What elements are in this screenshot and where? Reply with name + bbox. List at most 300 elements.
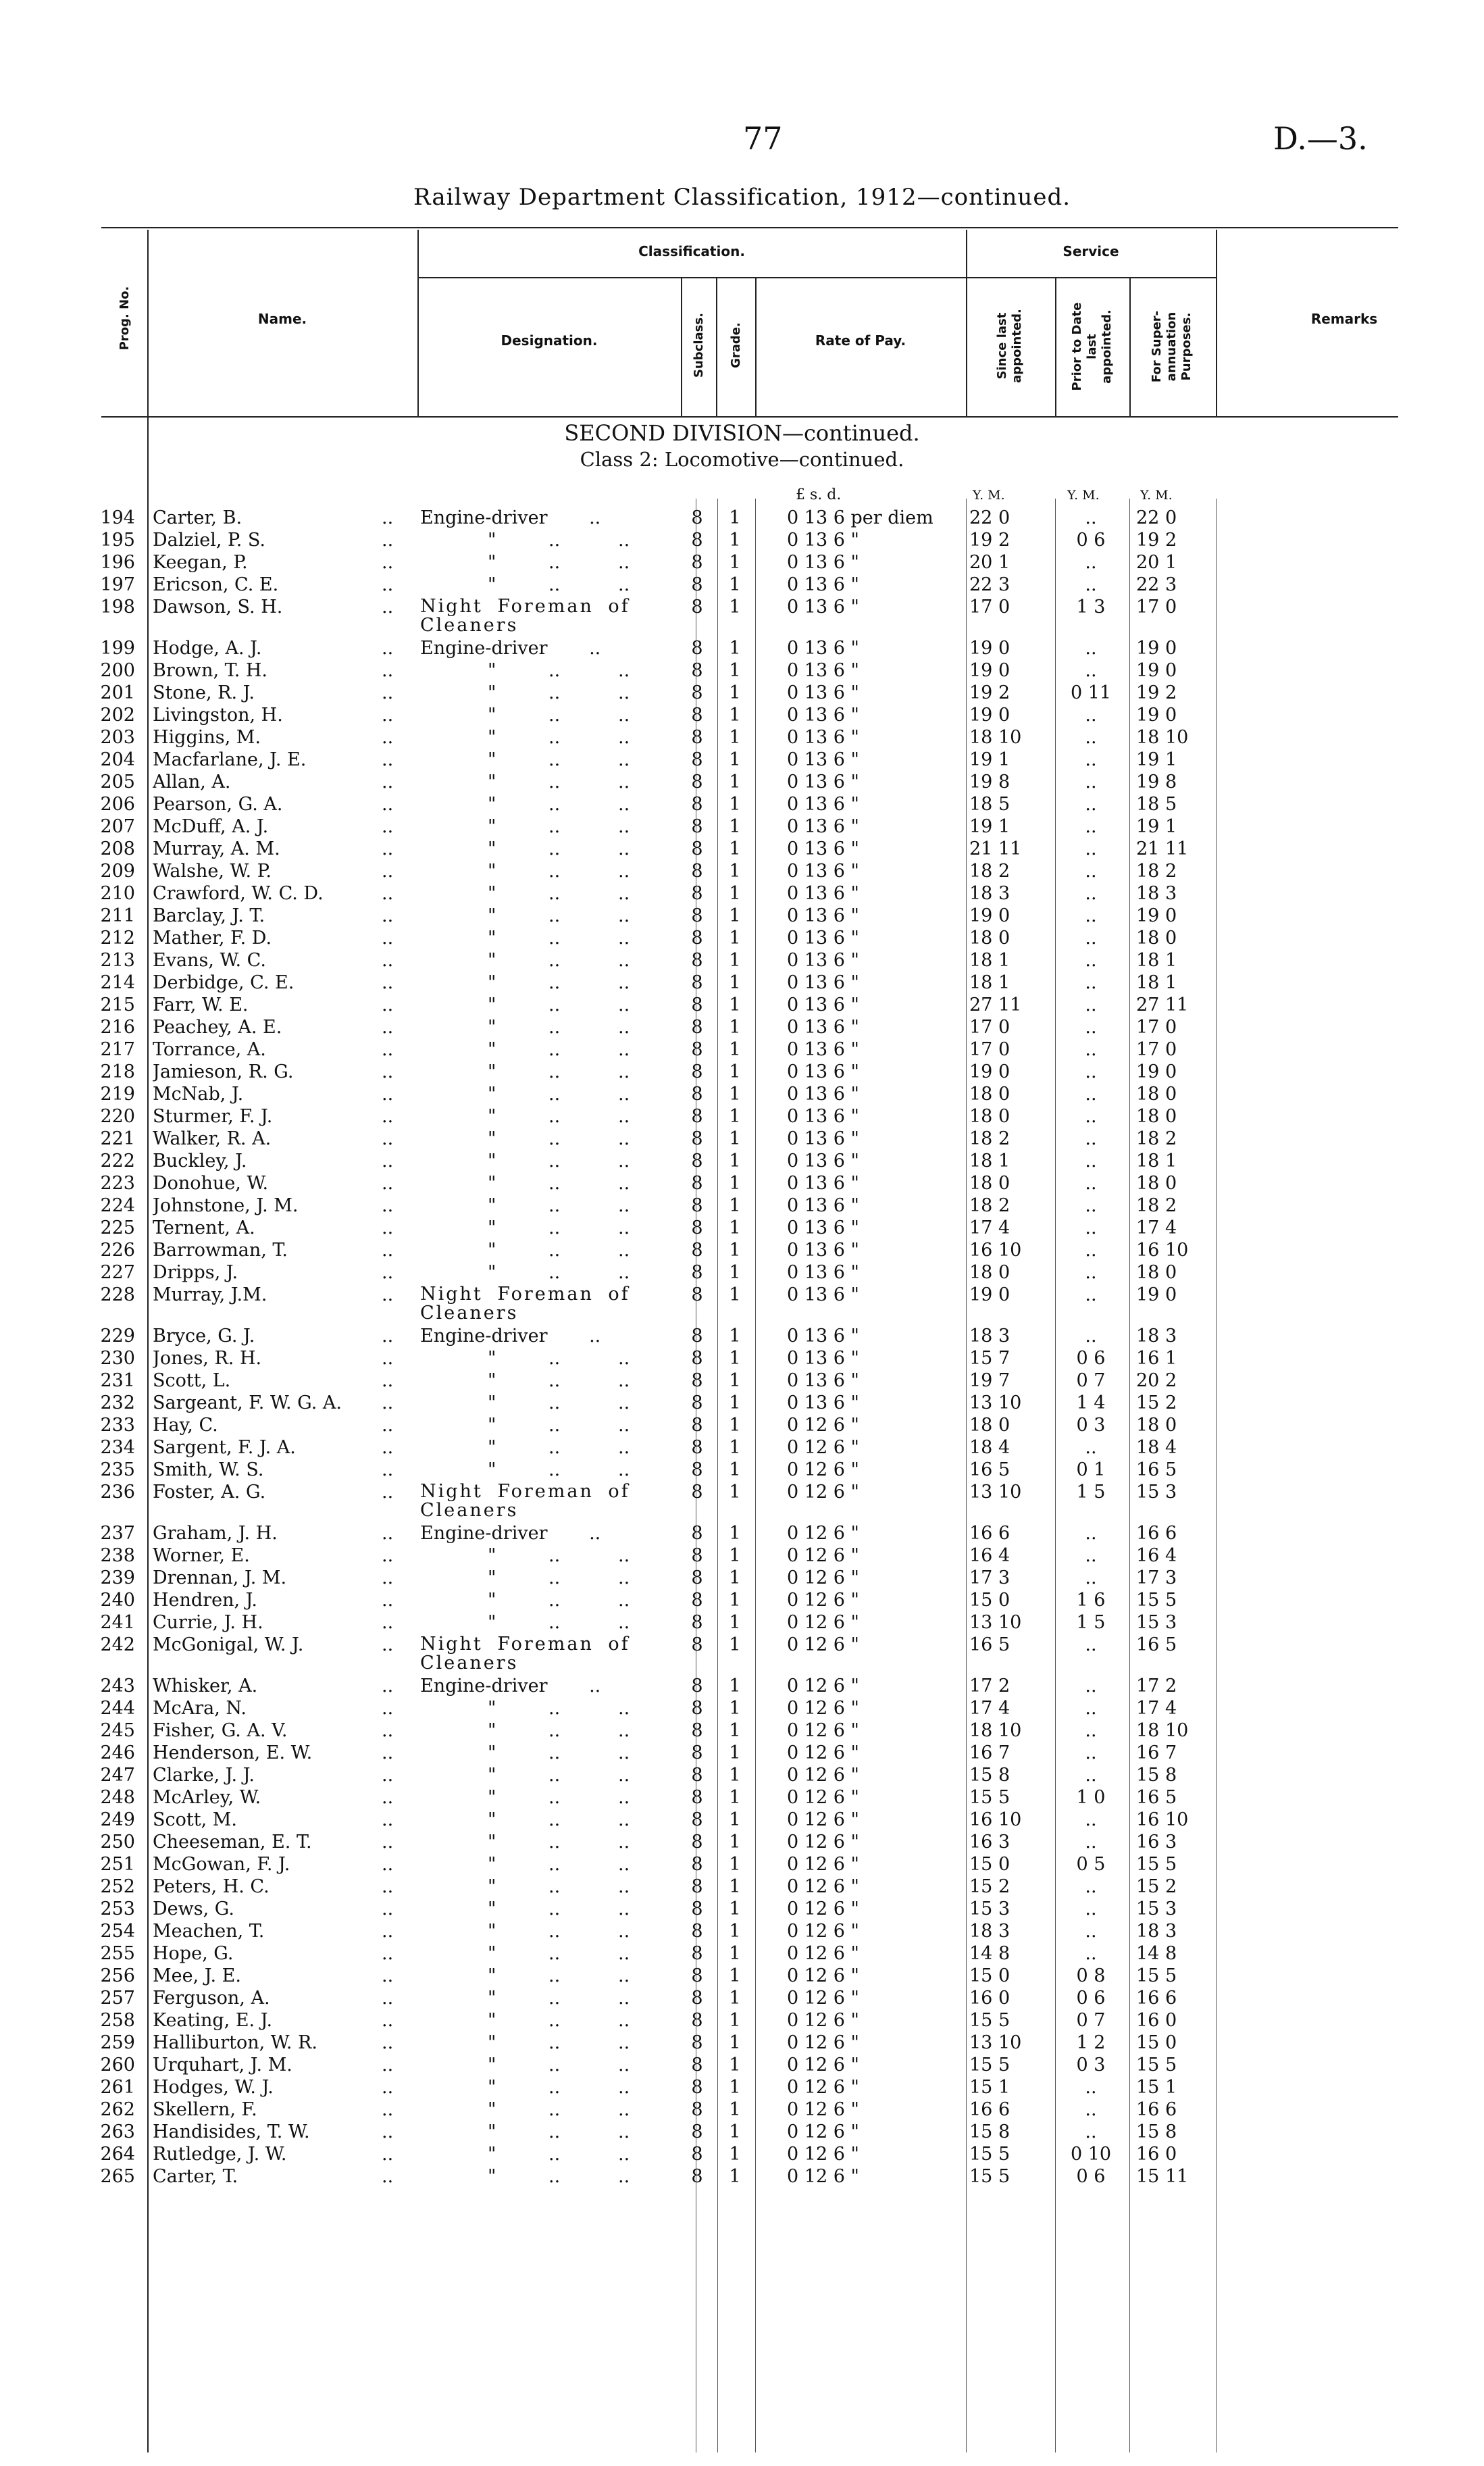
table-row — [0, 2100, 1484, 2122]
leader-dots: .. — [382, 1415, 394, 1436]
leader-dots: .. .. — [548, 1195, 630, 1216]
table-row — [0, 2167, 1484, 2189]
designation-cell — [420, 638, 670, 659]
subclass-cell: 8 — [691, 574, 703, 595]
prog-no-cell: 225 — [100, 1217, 135, 1238]
grade-cell: 1 — [729, 2121, 741, 2142]
leader-dots: .. .. — [548, 705, 630, 726]
prior-cell: 1 6 — [1076, 1590, 1106, 1611]
superannuation-cell: 18 0 — [1136, 1106, 1177, 1127]
leader-dots: .. .. — [548, 1720, 630, 1741]
prog-no-cell: 255 — [100, 1943, 135, 1964]
grade-cell: 1 — [729, 1720, 741, 1741]
prior-cell: .. — [1085, 905, 1097, 926]
name-cell: Drennan, J. M. — [153, 1568, 287, 1588]
subclass-cell: 8 — [691, 1240, 703, 1261]
leader-dots: .. — [382, 682, 394, 703]
rate-of-pay-cell: 0 13 6 " — [787, 727, 859, 748]
name-cell: Rutledge, J. W. — [153, 2144, 287, 2165]
subclass-cell: 8 — [691, 1765, 703, 1786]
leader-dots: .. .. — [548, 1262, 630, 1283]
designation-text: " — [488, 1943, 496, 1964]
table-row — [0, 884, 1484, 906]
superannuation-cell: 16 10 — [1136, 1240, 1189, 1261]
prog-no-cell: 248 — [100, 1787, 135, 1808]
name-cell: McNab, J. — [153, 1084, 244, 1105]
designation-text: " — [488, 1392, 496, 1413]
prior-cell: .. — [1085, 1634, 1097, 1655]
superannuation-cell: 15 8 — [1136, 1765, 1177, 1786]
leader-dots: .. .. — [548, 749, 630, 770]
leader-dots: .. .. — [548, 2121, 630, 2142]
leader-dots: .. — [382, 1720, 394, 1741]
subclass-cell: 8 — [691, 1128, 703, 1149]
grade-cell: 1 — [729, 1854, 741, 1875]
designation-cell — [420, 508, 670, 528]
name-cell: Ericson, C. E. — [153, 575, 279, 595]
leader-dots: .. — [548, 1326, 601, 1347]
prog-no-cell: 253 — [100, 1898, 135, 1919]
prior-cell: .. — [1085, 660, 1097, 681]
leader-dots: .. — [382, 1348, 394, 1369]
leader-dots: .. .. — [548, 1545, 630, 1566]
superannuation-cell: 15 8 — [1136, 2121, 1177, 2142]
prog-no-cell: 217 — [100, 1039, 135, 1060]
prog-no-cell: 205 — [100, 772, 135, 792]
superannuation-cell: 16 4 — [1136, 1545, 1177, 1566]
leader-dots: .. — [382, 1988, 394, 2009]
table-row — [0, 1988, 1484, 2011]
since-last-cell: 19 0 — [969, 660, 1010, 681]
rate-of-pay-cell: 0 13 6 " — [787, 794, 859, 815]
grade-cell: 1 — [729, 1676, 741, 1696]
grade-cell: 1 — [729, 1370, 741, 1391]
leader-dots: .. — [382, 972, 394, 993]
prior-cell: .. — [1085, 638, 1097, 659]
leader-dots: .. — [382, 1392, 394, 1413]
table-row — [0, 1129, 1484, 1151]
name-cell: Livingston, H. — [153, 705, 283, 726]
table-row — [0, 1944, 1484, 1966]
leader-dots: .. .. — [548, 1590, 630, 1611]
table-row — [0, 575, 1484, 597]
leader-dots: .. .. — [548, 2099, 630, 2120]
prog-no-cell: 218 — [100, 1061, 135, 1082]
rate-of-pay-cell: 0 12 6 " — [787, 1482, 859, 1503]
leader-dots: .. .. — [548, 1742, 630, 1763]
rate-of-pay-cell: 0 13 6 " — [787, 1240, 859, 1261]
leader-dots: .. — [548, 507, 601, 528]
prog-no-cell: 261 — [100, 2077, 135, 2098]
subclass-cell: 8 — [691, 1634, 703, 1655]
leader-dots: .. — [382, 1612, 394, 1633]
designation-text: " — [488, 2055, 496, 2075]
designation-text: Engine-driver — [420, 1326, 548, 1347]
table-row — [0, 2078, 1484, 2100]
superannuation-cell: 19 0 — [1136, 660, 1177, 681]
subclass-cell: 8 — [691, 1854, 703, 1875]
table-row — [0, 1240, 1484, 1263]
leader-dots: .. .. — [548, 1084, 630, 1105]
since-last-cell: 15 8 — [969, 2121, 1010, 2142]
designation-text: " — [488, 1965, 496, 1986]
table-row — [0, 2055, 1484, 2078]
since-last-cell: 15 7 — [969, 1348, 1010, 1369]
prior-cell: 0 1 — [1076, 1459, 1106, 1480]
table-row — [0, 1040, 1484, 1062]
leader-dots: .. .. — [548, 794, 630, 815]
subclass-cell: 8 — [691, 1965, 703, 1986]
designation-text: Night Foreman of Cleaners — [420, 1634, 630, 1674]
grade-cell: 1 — [729, 1284, 741, 1305]
designation-cell — [420, 1482, 670, 1521]
name-cell: Halliburton, W. R. — [153, 2033, 317, 2053]
name-cell: Graham, J. H. — [153, 1524, 278, 1544]
rate-of-pay-cell: 0 13 6 " — [787, 1392, 859, 1413]
leader-dots: .. — [382, 1106, 394, 1127]
subclass-cell: 8 — [691, 1742, 703, 1763]
subclass-cell: 8 — [691, 2055, 703, 2075]
subclass-cell: 8 — [691, 2077, 703, 2098]
designation-text: " — [488, 705, 496, 726]
table-row — [0, 1590, 1484, 1613]
since-last-cell: 16 4 — [969, 1545, 1010, 1566]
prior-cell: .. — [1085, 574, 1097, 595]
rate-of-pay-cell: 0 13 6 " — [787, 995, 859, 1015]
table-row — [0, 1196, 1484, 1218]
name-cell: Allan, A. — [153, 772, 231, 792]
designation-text: " — [488, 1742, 496, 1763]
grade-cell: 1 — [729, 552, 741, 573]
since-last-cell: 16 10 — [969, 1809, 1022, 1830]
superannuation-cell: 18 0 — [1136, 1084, 1177, 1105]
designation-text: Engine-driver — [420, 638, 548, 659]
prior-cell: .. — [1085, 552, 1097, 573]
subclass-cell: 8 — [691, 1482, 703, 1503]
table-row — [0, 2033, 1484, 2055]
leader-dots: .. — [382, 1523, 394, 1544]
prog-no-cell: 214 — [100, 972, 135, 993]
table-row — [0, 1613, 1484, 1635]
leader-dots: .. — [382, 1787, 394, 1808]
subclass-cell: 8 — [691, 2166, 703, 2187]
prior-cell: .. — [1085, 1437, 1097, 1458]
leader-dots: .. — [382, 1590, 394, 1611]
subclass-cell: 8 — [691, 2010, 703, 2031]
table-row — [0, 750, 1484, 772]
name-cell: Fisher, G. A. V. — [153, 1721, 288, 1741]
designation-cell — [420, 597, 670, 636]
superannuation-cell: 18 0 — [1136, 1262, 1177, 1283]
prior-cell: 0 5 — [1076, 1854, 1106, 1875]
name-cell: Meachen, T. — [153, 1921, 265, 1942]
designation-text: " — [488, 905, 496, 926]
since-last-cell: 15 5 — [969, 2010, 1010, 2031]
rate-of-pay-cell: 0 13 6 " — [787, 950, 859, 971]
since-last-cell: 18 1 — [969, 950, 1010, 971]
subclass-cell: 8 — [691, 1459, 703, 1480]
grade-cell: 1 — [729, 1612, 741, 1633]
superannuation-cell: 15 5 — [1136, 1590, 1177, 1611]
table-row — [0, 553, 1484, 575]
superannuation-cell: 16 1 — [1136, 1348, 1177, 1369]
leader-dots: .. — [382, 1965, 394, 1986]
leader-dots: .. — [382, 530, 394, 551]
since-last-cell: 20 1 — [969, 552, 1010, 573]
leader-dots: .. — [382, 950, 394, 971]
rate-of-pay-cell: 0 13 6 " — [787, 1084, 859, 1105]
prog-no-cell: 204 — [100, 749, 135, 770]
superannuation-cell: 16 6 — [1136, 2099, 1177, 2120]
leader-dots: .. .. — [548, 1415, 630, 1436]
leader-dots: .. — [382, 1061, 394, 1082]
superannuation-cell: 19 0 — [1136, 705, 1177, 726]
since-last-cell: 15 8 — [969, 1765, 1010, 1786]
leader-dots: .. — [382, 597, 394, 618]
table-row — [0, 1460, 1484, 1482]
prior-cell: 0 6 — [1076, 530, 1106, 551]
table-row — [0, 973, 1484, 995]
since-last-cell: 15 0 — [969, 1854, 1010, 1875]
leader-dots: .. — [382, 794, 394, 815]
superannuation-cell: 18 2 — [1136, 1195, 1177, 1216]
grade-cell: 1 — [729, 638, 741, 659]
table-row — [0, 861, 1484, 884]
table-row — [0, 1698, 1484, 1721]
designation-text: " — [488, 1876, 496, 1897]
prog-no-cell: 223 — [100, 1173, 135, 1194]
superannuation-cell: 18 10 — [1136, 1720, 1189, 1741]
since-last-cell: 15 5 — [969, 2144, 1010, 2165]
leader-dots: .. .. — [548, 1240, 630, 1261]
designation-text: " — [488, 816, 496, 837]
grade-cell: 1 — [729, 530, 741, 551]
designation-text: " — [488, 552, 496, 573]
designation-text: " — [488, 1698, 496, 1719]
subclass-cell: 8 — [691, 552, 703, 573]
superannuation-cell: 19 8 — [1136, 772, 1177, 792]
since-last-cell: 19 1 — [969, 749, 1010, 770]
prior-cell: 0 6 — [1076, 1988, 1106, 2009]
grade-cell: 1 — [729, 928, 741, 949]
table-row — [0, 906, 1484, 928]
grade-cell: 1 — [729, 705, 741, 726]
subclass-cell: 8 — [691, 905, 703, 926]
prior-cell: 0 3 — [1076, 1415, 1106, 1436]
prog-no-cell: 226 — [100, 1240, 135, 1261]
prog-no-cell: 222 — [100, 1151, 135, 1172]
leader-dots: .. .. — [548, 1787, 630, 1808]
table-row — [0, 1743, 1484, 1765]
superannuation-cell: 17 0 — [1136, 1017, 1177, 1038]
designation-text: " — [488, 1195, 496, 1216]
prior-cell: .. — [1085, 749, 1097, 770]
subclass-cell: 8 — [691, 1832, 703, 1853]
table-row — [0, 1524, 1484, 1546]
prog-no-cell: 219 — [100, 1084, 135, 1105]
name-cell: Carter, B. — [153, 508, 242, 528]
rate-of-pay-cell: 0 13 6 " — [787, 1348, 859, 1369]
prior-cell: 0 8 — [1076, 1965, 1106, 1986]
rate-of-pay-cell: 0 13 6 " — [787, 705, 859, 726]
leader-dots: .. .. — [548, 1612, 630, 1633]
superannuation-cell: 19 0 — [1136, 1284, 1177, 1305]
leader-dots: .. — [382, 1876, 394, 1897]
prog-no-cell: 235 — [100, 1459, 135, 1480]
leader-dots: .. .. — [548, 772, 630, 792]
leader-dots: .. — [382, 1742, 394, 1763]
rate-of-pay-cell: 0 12 6 " — [787, 1720, 859, 1741]
designation-text: Night Foreman of Cleaners — [420, 596, 630, 636]
grade-cell: 1 — [729, 1765, 741, 1786]
rate-of-pay-cell: 0 12 6 " — [787, 2055, 859, 2075]
designation-text: " — [488, 1128, 496, 1149]
page-title: Railway Department Classification, 1912—continued. — [413, 184, 1071, 211]
since-last-cell: 19 0 — [969, 1061, 1010, 1082]
subclass-cell: 8 — [691, 1017, 703, 1038]
superannuation-cell: 15 1 — [1136, 2077, 1177, 2098]
prog-no-cell: 263 — [100, 2121, 135, 2142]
subclass-cell: 8 — [691, 2032, 703, 2053]
table-row — [0, 995, 1484, 1017]
leader-dots: .. .. — [548, 1832, 630, 1853]
grade-cell: 1 — [729, 1832, 741, 1853]
name-cell: Whisker, A. — [153, 1676, 258, 1696]
table-row — [0, 1263, 1484, 1285]
table-row — [0, 1921, 1484, 1944]
prior-cell: .. — [1085, 1173, 1097, 1194]
subclass-cell: 8 — [691, 1787, 703, 1808]
grade-cell: 1 — [729, 1326, 741, 1347]
grade-cell: 1 — [729, 905, 741, 926]
name-cell: Skellern, F. — [153, 2100, 257, 2120]
rate-of-pay-cell: 0 12 6 " — [787, 2032, 859, 2053]
prog-no-cell: 221 — [100, 1128, 135, 1149]
rate-of-pay-cell: 0 12 6 " — [787, 1742, 859, 1763]
grade-cell: 1 — [729, 2144, 741, 2165]
since-last-cell: 22 3 — [969, 574, 1010, 595]
prior-cell: 0 6 — [1076, 2166, 1106, 2187]
grade-cell: 1 — [729, 1106, 741, 1127]
table-row — [0, 1393, 1484, 1415]
since-last-cell: 17 0 — [969, 1039, 1010, 1060]
leader-dots: .. — [382, 638, 394, 659]
leader-dots: .. — [382, 1326, 394, 1347]
name-cell: Walshe, W. P. — [153, 861, 272, 882]
grade-cell: 1 — [729, 1742, 741, 1763]
rate-of-pay-cell: 0 12 6 " — [787, 1459, 859, 1480]
subclass-cell: 8 — [691, 1590, 703, 1611]
grade-cell: 1 — [729, 1039, 741, 1060]
prog-no-cell: 213 — [100, 950, 135, 971]
rate-of-pay-cell: 0 13 6 " — [787, 1061, 859, 1082]
prior-cell: 1 4 — [1076, 1392, 1106, 1413]
superannuation-cell: 17 4 — [1136, 1698, 1177, 1719]
prog-no-cell: 195 — [100, 530, 135, 551]
grade-cell: 1 — [729, 1634, 741, 1655]
prior-cell: .. — [1085, 1809, 1097, 1830]
leader-dots: .. .. — [548, 1876, 630, 1897]
prog-no-cell: 234 — [100, 1437, 135, 1458]
prog-no-cell: 208 — [100, 838, 135, 859]
superannuation-cell: 22 0 — [1136, 507, 1177, 528]
since-last-cell: 18 2 — [969, 1195, 1010, 1216]
leader-dots: .. — [382, 1240, 394, 1261]
leader-dots: .. .. — [548, 1921, 630, 1942]
prior-cell: .. — [1085, 1151, 1097, 1172]
table-row — [0, 728, 1484, 750]
table-row — [0, 795, 1484, 817]
designation-cell — [420, 1676, 670, 1696]
name-cell: Crawford, W. C. D. — [153, 884, 324, 904]
since-last-cell: 18 0 — [969, 928, 1010, 949]
designation-text: " — [488, 1415, 496, 1436]
grade-cell: 1 — [729, 1459, 741, 1480]
name-cell: Johnstone, J. M. — [153, 1196, 299, 1216]
rate-of-pay-cell: 0 12 6 " — [787, 1832, 859, 1853]
name-cell: Keegan, P. — [153, 553, 248, 573]
grade-cell: 1 — [729, 1173, 741, 1194]
grade-cell: 1 — [729, 2099, 741, 2120]
rate-of-pay-cell: 0 13 6 " — [787, 530, 859, 551]
leader-dots: .. .. — [548, 660, 630, 681]
grade-cell: 1 — [729, 597, 741, 618]
rate-of-pay-cell: 0 13 6 " — [787, 749, 859, 770]
since-last-cell: 18 1 — [969, 972, 1010, 993]
leader-dots: .. .. — [548, 928, 630, 949]
name-cell: Cheeseman, E. T. — [153, 1832, 312, 1853]
superannuation-cell: 16 0 — [1136, 2144, 1177, 2165]
prior-cell: .. — [1085, 1876, 1097, 1897]
rate-of-pay-cell: 0 12 6 " — [787, 2010, 859, 2031]
prior-cell: 0 3 — [1076, 2055, 1106, 2075]
designation-text: " — [488, 1217, 496, 1238]
subclass-cell: 8 — [691, 1567, 703, 1588]
superannuation-cell: 18 2 — [1136, 1128, 1177, 1149]
pay-units: £ s. d. — [796, 486, 842, 503]
leader-dots: .. — [382, 749, 394, 770]
subclass-cell: 8 — [691, 1612, 703, 1633]
leader-dots: .. .. — [548, 1061, 630, 1082]
superannuation-cell: 16 10 — [1136, 1809, 1189, 1830]
grade-cell: 1 — [729, 1061, 741, 1082]
prog-no-cell: 262 — [100, 2099, 135, 2120]
prog-no-cell: 229 — [100, 1326, 135, 1347]
prior-cell: .. — [1085, 2121, 1097, 2142]
prog-no-cell: 211 — [100, 905, 135, 926]
leader-dots: .. — [382, 1676, 394, 1696]
subclass-cell: 8 — [691, 1921, 703, 1942]
prior-cell: .. — [1085, 727, 1097, 748]
designation-text: " — [488, 749, 496, 770]
since-last-cell: 16 6 — [969, 2099, 1010, 2120]
subclass-cell: 8 — [691, 772, 703, 792]
grade-cell: 1 — [729, 861, 741, 882]
subclass-cell: 8 — [691, 1898, 703, 1919]
subclass-cell: 8 — [691, 1348, 703, 1369]
rate-of-pay-cell: 0 13 6 per diem — [787, 507, 933, 528]
leader-dots: .. — [382, 705, 394, 726]
prior-cell: .. — [1085, 883, 1097, 904]
table-row — [0, 530, 1484, 553]
prior-cell: .. — [1085, 1084, 1097, 1105]
rate-of-pay-cell: 0 12 6 " — [787, 1876, 859, 1897]
table-row — [0, 2011, 1484, 2033]
grade-cell: 1 — [729, 1348, 741, 1369]
leader-dots: .. — [382, 995, 394, 1015]
rate-of-pay-cell: 0 13 6 " — [787, 905, 859, 926]
prog-no-cell: 206 — [100, 794, 135, 815]
